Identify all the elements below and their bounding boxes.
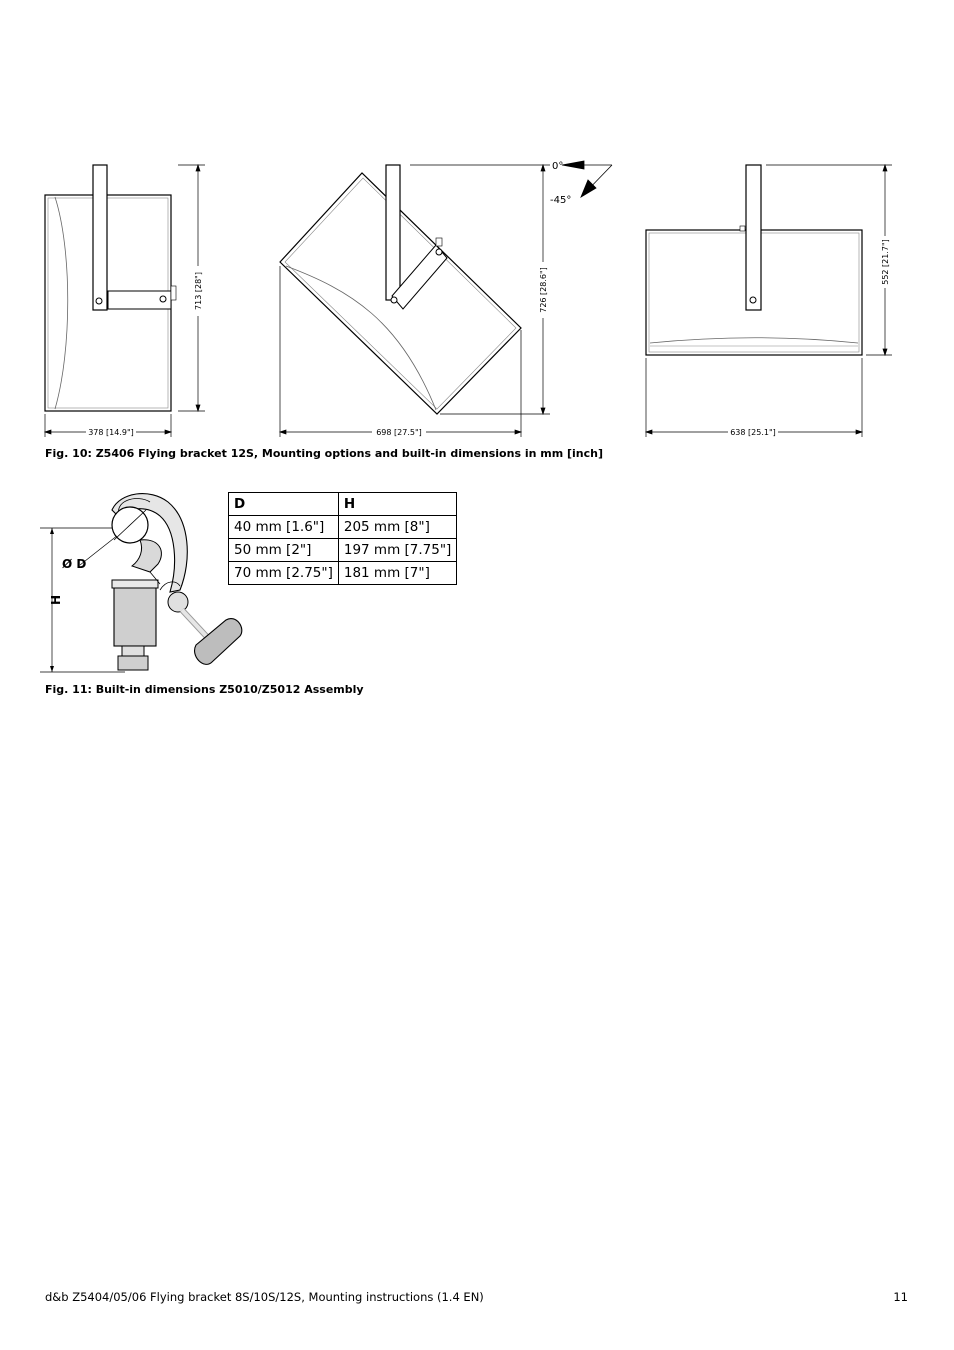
table-row xyxy=(229,539,457,562)
clamp-dimensions-table xyxy=(228,492,457,585)
view2-width-label: 698 [27.5"] xyxy=(376,428,422,437)
view3-width-label: 638 [25.1"] xyxy=(730,428,776,437)
angle-0-label: 0° xyxy=(552,161,564,172)
angle-minus45-label: -45° xyxy=(550,195,572,206)
height-h-label: H xyxy=(49,594,63,606)
table-row xyxy=(229,516,457,539)
view3-bracket xyxy=(740,165,761,310)
table-header-h: H xyxy=(338,493,456,516)
view3-dimension-lines xyxy=(646,165,892,437)
footer-title: d&b Z5404/05/06 Flying bracket 8S/10S/12S, Mounting instructions (1.4 EN) xyxy=(45,1290,484,1304)
view1-bracket xyxy=(93,165,176,310)
table-header-d: D xyxy=(229,493,339,516)
view3-height-label: 552 [21.7"] xyxy=(881,239,890,285)
view1-height-label: 713 [28"] xyxy=(194,272,203,310)
diameter-d-label: Ø D xyxy=(62,557,87,571)
fig10-caption: Fig. 10: Z5406 Flying bracket 12S, Mounting options and built-in dimensions in mm [inch] xyxy=(45,447,604,460)
table-cell-h: 197 mm [7.75"] xyxy=(338,539,456,562)
table-cell-d: 70 mm [2.75"] xyxy=(229,562,339,585)
fig11-caption: Fig. 11: Built-in dimensions Z5010/Z5012 Assembly xyxy=(45,683,364,696)
table-row xyxy=(229,562,457,585)
fig10-drawing xyxy=(0,0,954,470)
fig11-clamp-drawing xyxy=(0,480,260,680)
view2-height-label: 726 [28.6"] xyxy=(539,267,548,313)
table-cell-h: 181 mm [7"] xyxy=(338,562,456,585)
view1-width-label: 378 [14.9"] xyxy=(88,428,134,437)
table-cell-h: 205 mm [8"] xyxy=(338,516,456,539)
page-number: 11 xyxy=(893,1290,908,1304)
angle-arrows xyxy=(562,161,612,197)
table-header-row xyxy=(229,493,457,516)
table-cell-d: 40 mm [1.6"] xyxy=(229,516,339,539)
table-cell-d: 50 mm [2"] xyxy=(229,539,339,562)
